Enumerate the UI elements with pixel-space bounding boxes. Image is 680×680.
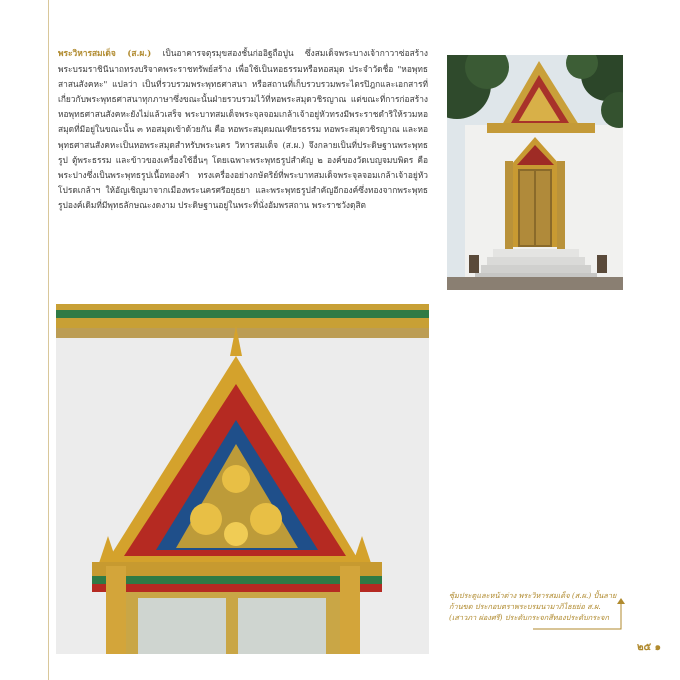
caption-arrow-icon bbox=[533, 598, 625, 632]
page-number: ๒๕ ๑ bbox=[637, 642, 661, 653]
margin-rule bbox=[48, 0, 49, 680]
article-text: เป็นอาคารจตุรมุขสองชั้นก่ออิฐถือปูน ซึ่งสมเด็จพระบางเจ้ากาวาซ่อสร้างพระบรมราชินีนาถทรงบริจาคพระราชทรัพย์สร้าง เพื่อใช้เป็นหอธรรมหรือหอสมุด ประจำวัดชื่อ "หอพุทธสาสนสังคหะ" แปลว่า เป็นที่รวบรวมพระพุทธศาสนา หรือสถานที่เก็บรวบรวมพระไตรปิฎกและเอกสารที่เกี่ยวกับพระพุทธศาสนาทุกภาษาซึ่งขณะนั้นฝ่ายรวบรวมไว้ที่หอพระสมุดวชิรญาณ แต่ขณะที่การก่อสร้างหอพุทธศาสนสังคหะยังไม่แล้วเสร็จ พระบาทสมเด็จพระจุลจอมเกล้าเจ้าอยู่หัวทรงมีพระราชดำริให้รวมหอสมุดที่มีอยู่ในขณะนั้น ๓ หอสมุดเข้าด้วยกัน คือ หอพระสมุดมณเฑียรธรรม หอพระสมุดวชิรญาณ และหอพุทธศาสนสังคหะเป็นหอพระสมุดสำหรับพระนคร วิหารสมเด็จ (ส.ผ.) จึงกลายเป็นที่ประดิษฐานพระพุทธรูป ตู้พระธรรม และข้าวของเครื่องใช้อื่นๆ โดยเฉพาะพระพุทธรูปสำคัญ ๒ องค์ของวัดเบญจมบพิตร คือ พระปางซึ่งเป็นพระพุทธรูปเนื้อทองคำ ทรงเครื่องอย่างกษัตริย์ที่พระบาทสมเด็จพระจุลจอมเกล้าเจ้าอยู่หัวโปรดเกล้าฯ ให้อัญเชิญมาจากเมืองพระนครศรีอยุธยา และพระพุทธรูปสำคัญอีกองค์ซึ่งทองจากพระพุทธรูปองค์เดิมที่มีพุทธลักษณะงดงาม ประดิษฐานอยู่ในพระที่นั่งอัมพรสถาน พระราชวังดุสิต bbox=[58, 48, 428, 211]
article-lead: พระวิหารสมเด็จ (ส.ผ.) bbox=[58, 48, 152, 59]
article-body bbox=[58, 46, 428, 213]
photo-caption: ซุ้มประตูและหน้าต่าง พระวิหารสมเด็จ (ส.ผ.) ปั้นลายก้านขด ประกอบตราพระบรมนามาภิไธยย่อ ส.ผ. (เสาวภา ผ่องศรี) ประดับกระจกสีทองประดับกระจก bbox=[449, 591, 617, 623]
temple-door-photo bbox=[447, 55, 623, 290]
temple-gable-photo bbox=[56, 304, 429, 654]
